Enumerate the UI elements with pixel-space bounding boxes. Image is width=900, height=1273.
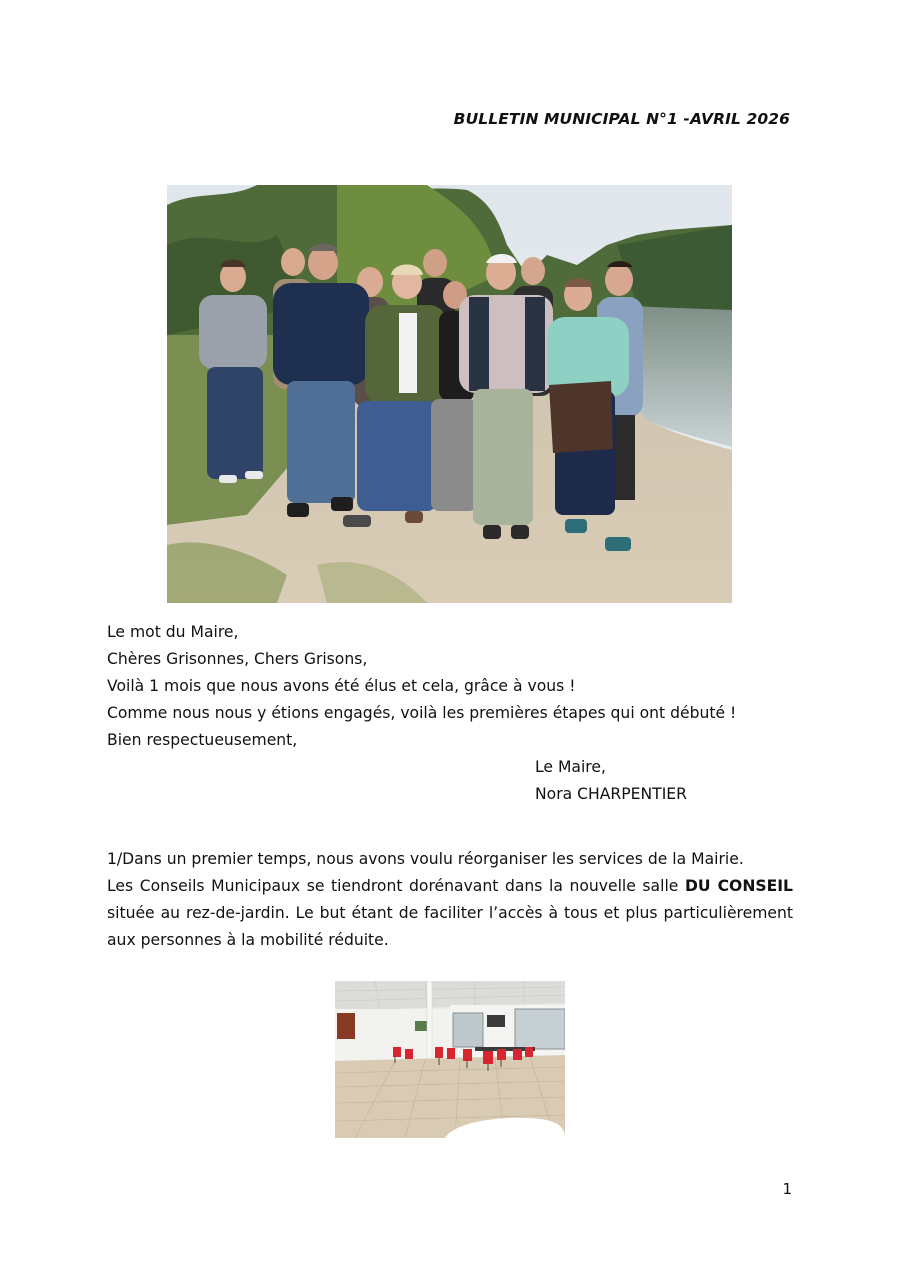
- council-room-photo: [335, 981, 565, 1138]
- group-photo: [167, 185, 732, 603]
- message-greeting: Chères Grisonnes, Chers Grisons,: [107, 650, 368, 668]
- message-closing: Bien respectueusement,: [107, 731, 298, 749]
- message-line: Comme nous nous y étions engagés, voilà les premières étapes qui ont débuté !: [107, 704, 737, 722]
- section-1: [107, 846, 793, 954]
- section-1-intro: 1/Dans un premier temps, nous avons voulu réorganiser les services de la Mairie.: [107, 850, 744, 868]
- message-heading: Le mot du Maire,: [107, 623, 239, 641]
- message-line: Voilà 1 mois que nous avons été élus et cela, grâce à vous !: [107, 677, 576, 695]
- signature-name: Nora CHARPENTIER: [535, 785, 687, 803]
- page-number: 1: [782, 1180, 792, 1198]
- bulletin-title: BULLETIN MUNICIPAL N°1 -AVRIL 2026: [453, 110, 790, 128]
- signature-block: [535, 754, 687, 808]
- council-room-name: DU CONSEIL: [684, 877, 793, 895]
- section-1-text: située au rez-de-jardin. Le but étant de faciliter l’accès à tous et plus particulièrement aux personnes à la mobilité réduite.: [107, 904, 793, 949]
- mayor-message: [107, 619, 793, 754]
- section-1-text: Les Conseils Municipaux se tiendront dorénavant dans la nouvelle salle: [107, 877, 685, 895]
- section-1-paragraph: [107, 873, 793, 954]
- signature-role: Le Maire,: [535, 758, 606, 776]
